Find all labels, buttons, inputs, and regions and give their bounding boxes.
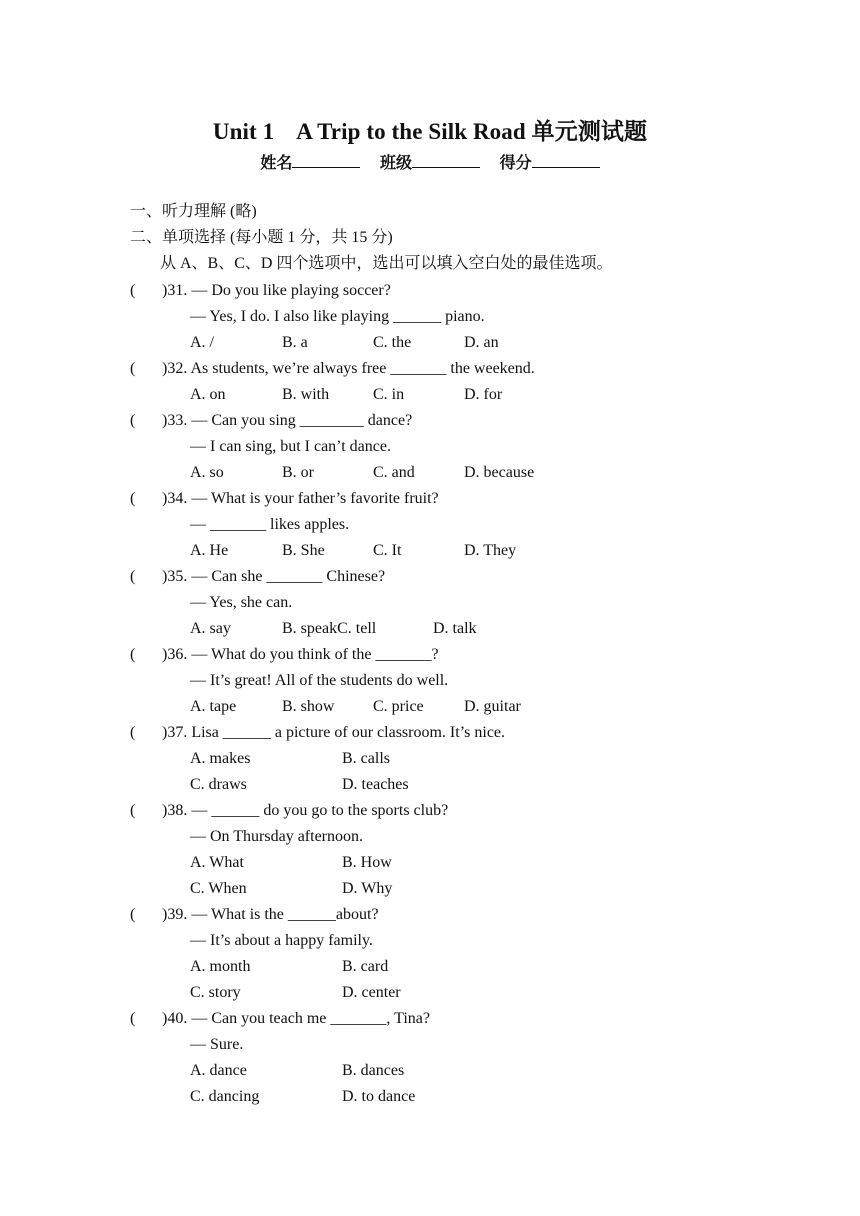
class-field — [380, 150, 480, 173]
score-field — [500, 150, 600, 173]
option-d: D. for — [464, 386, 503, 403]
answer-paren: ( — [130, 568, 136, 585]
answer-paren: ( — [130, 412, 136, 429]
answer-paren: ( — [130, 490, 136, 507]
option-c: C. the — [373, 334, 412, 351]
answer-paren: ( — [130, 802, 136, 819]
question-40: )40. — Can you teach me _______, Tina? — [162, 1010, 430, 1027]
option-a: A. on — [190, 386, 226, 403]
option-a: A. / — [190, 334, 214, 351]
option-c: C. and — [373, 464, 415, 481]
option-a: A. month — [190, 958, 251, 975]
option-b: B. How — [342, 854, 392, 871]
option-d: D. because — [464, 464, 535, 481]
name-blank — [292, 153, 360, 168]
option-b: B. a — [282, 334, 308, 351]
title-unit: Unit 1 — [212, 119, 275, 144]
option-a: A. What — [190, 854, 244, 871]
option-d: D. center — [342, 984, 401, 1001]
question-39-reply: — It’s about a happy family. — [190, 932, 373, 949]
question-33: )33. — Can you sing ________ dance? — [162, 412, 413, 429]
answer-paren: ( — [130, 906, 136, 923]
question-35: )35. — Can she _______ Chinese? — [162, 568, 386, 585]
option-b: B. dances — [342, 1062, 405, 1079]
option-a: A. dance — [190, 1062, 247, 1079]
option-b: B. show — [282, 698, 335, 715]
question-31: )31. — Do you like playing soccer? — [162, 282, 391, 299]
question-36-reply: — It’s great! All of the students do well. — [190, 672, 449, 689]
option-d: D. guitar — [464, 698, 521, 715]
option-a: A. He — [190, 542, 229, 559]
option-d: D. talk — [433, 620, 477, 637]
section-listening: 一、听力理解 (略) — [130, 203, 257, 220]
question-31-reply: — Yes, I do. I also like playing ______ piano. — [190, 308, 485, 325]
option-d: D. an — [464, 334, 499, 351]
score-label: 得分 — [499, 153, 532, 172]
option-d: D. Why — [342, 880, 393, 897]
student-info-row — [0, 150, 860, 173]
section-instruction: 从 A、B、C、D 四个选项中，选出可以填入空白处的最佳选项。 — [160, 255, 613, 272]
option-b: B. She — [282, 542, 325, 559]
answer-paren: ( — [130, 646, 136, 663]
section-single-choice: 二、单项选择 (每小题 1 分，共 15 分) — [130, 229, 393, 246]
title-rest: A Trip to the Silk Road 单元测试题 — [296, 119, 648, 144]
option-d: D. They — [464, 542, 517, 559]
option-b-c: B. speakC. tell — [282, 620, 377, 637]
option-c: C. in — [373, 386, 405, 403]
question-36: )36. — What do you think of the _______? — [162, 646, 439, 663]
answer-paren: ( — [130, 282, 136, 299]
option-b: B. calls — [342, 750, 390, 767]
option-c: C. story — [190, 984, 241, 1001]
class-label: 班级 — [379, 153, 412, 172]
option-b: B. or — [282, 464, 314, 481]
option-c: C. price — [373, 698, 424, 715]
question-33-reply: — I can sing, but I can’t dance. — [190, 438, 391, 455]
option-c: C. It — [373, 542, 402, 559]
question-38: )38. — ______ do you go to the sports club? — [162, 802, 449, 819]
question-38-reply: — On Thursday afternoon. — [190, 828, 363, 845]
page-title — [0, 113, 860, 146]
option-d: D. teaches — [342, 776, 409, 793]
question-34-reply: — _______ likes apples. — [190, 516, 350, 533]
name-label: 姓名 — [260, 153, 293, 172]
option-c: C. When — [190, 880, 247, 897]
score-blank — [532, 153, 600, 168]
option-b: B. with — [282, 386, 330, 403]
option-a: A. makes — [190, 750, 251, 767]
question-32: )32. As students, we’re always free _______ the weekend. — [162, 360, 535, 377]
class-blank — [412, 153, 480, 168]
question-39: )39. — What is the ______about? — [162, 906, 379, 923]
option-a: A. so — [190, 464, 224, 481]
name-field — [260, 150, 360, 173]
option-c: C. dancing — [190, 1088, 260, 1105]
option-b: B. card — [342, 958, 389, 975]
answer-paren: ( — [130, 724, 136, 741]
option-d: D. to dance — [342, 1088, 416, 1105]
option-a: A. tape — [190, 698, 237, 715]
question-34: )34. — What is your father’s favorite fruit? — [162, 490, 439, 507]
answer-paren: ( — [130, 360, 136, 377]
question-37: )37. Lisa ______ a picture of our classroom. It’s nice. — [162, 724, 506, 741]
question-40-reply: — Sure. — [190, 1036, 244, 1053]
option-c: C. draws — [190, 776, 247, 793]
option-a: A. say — [190, 620, 231, 637]
question-35-reply: — Yes, she can. — [190, 594, 293, 611]
answer-paren: ( — [130, 1010, 136, 1027]
